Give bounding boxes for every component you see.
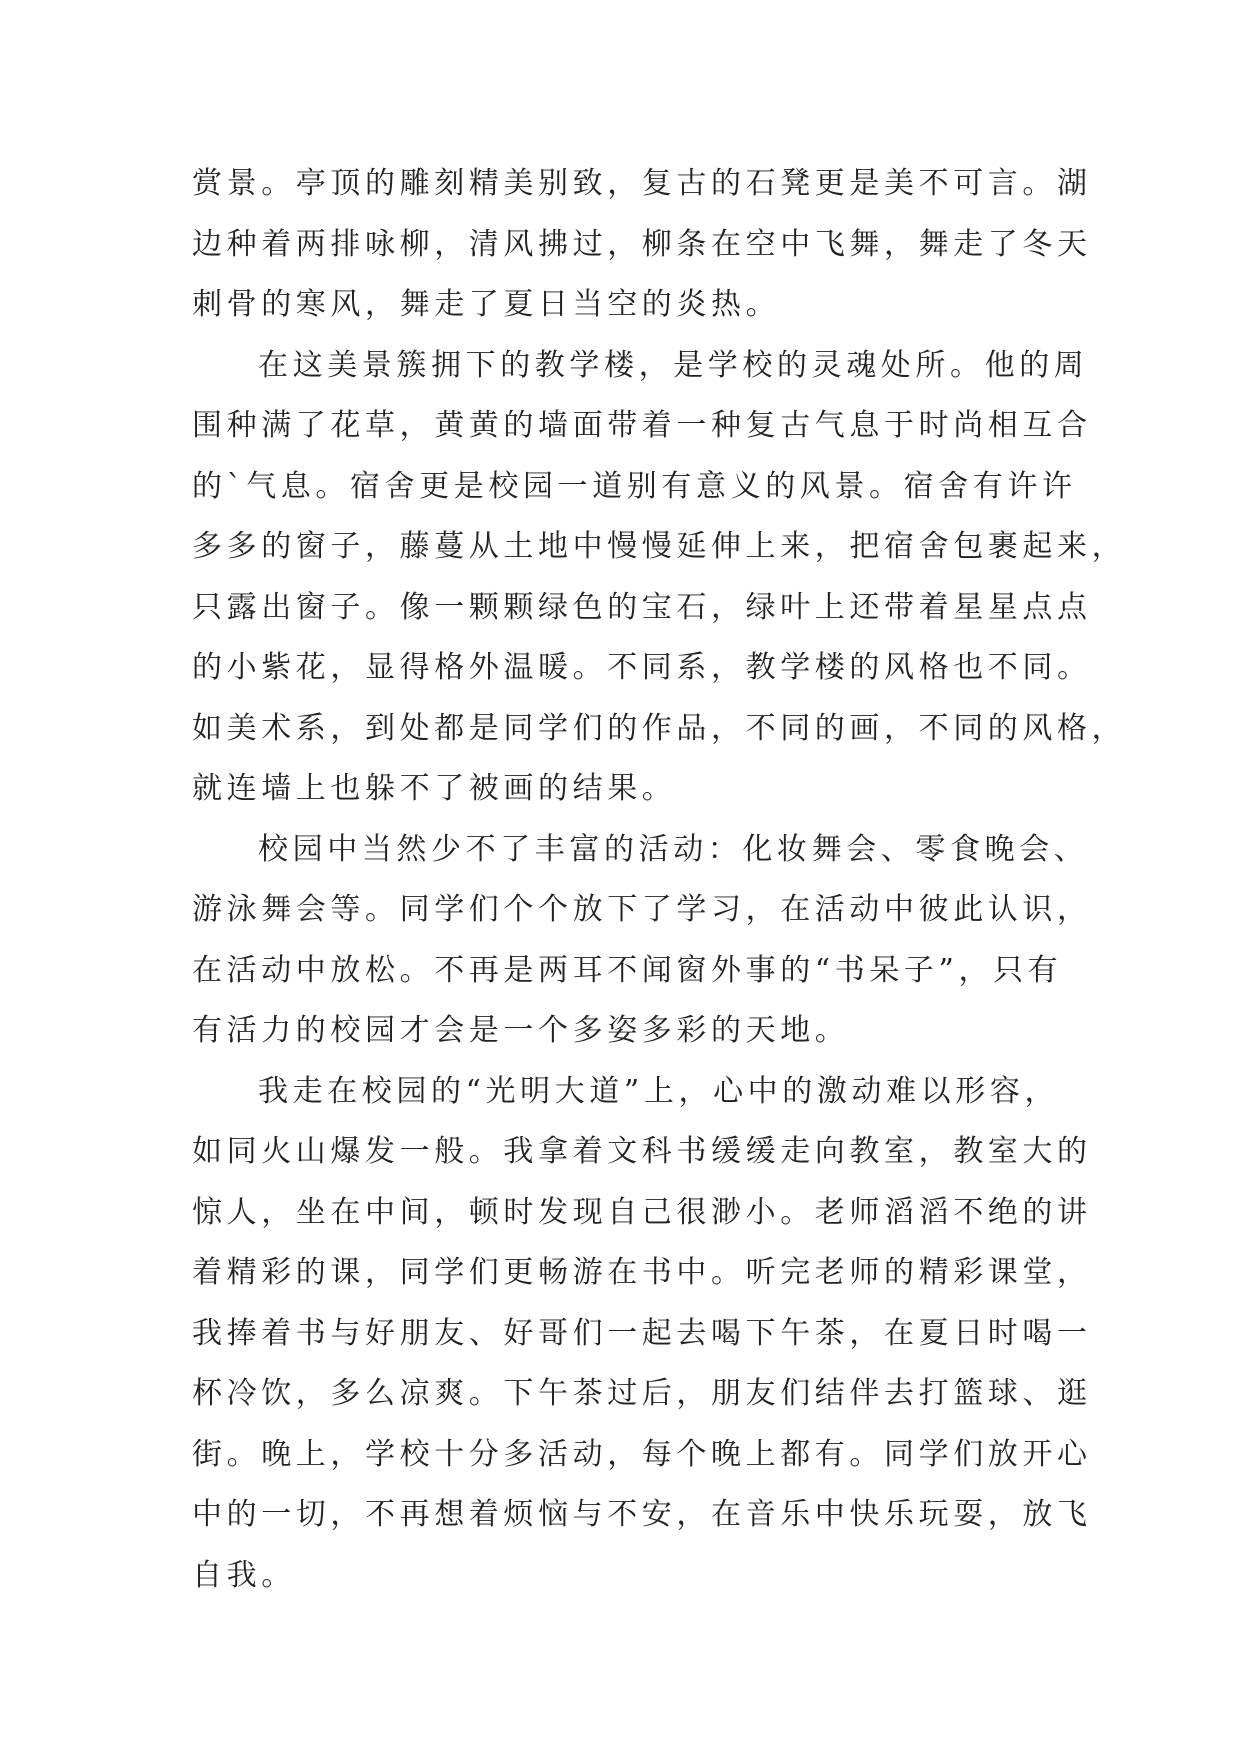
text-line: 多多的窗子，藤蔓从土地中慢慢延伸上来，把宿舍包裹起来，	[192, 529, 1127, 564]
text-line: 赏景。亭顶的雕刻精美别致，复古的石凳更是美不可言。湖	[192, 166, 1092, 201]
paragraph-start-line: 校园中当然少不了丰富的活动：化妆舞会、零食晚会、	[258, 831, 1089, 867]
text-line: 自我。	[192, 1557, 296, 1593]
text-line: 如美术系，到处都是同学们的作品，不同的画，不同的风格，	[192, 710, 1127, 746]
document-body	[192, 154, 1127, 1606]
text-line: 如同火山爆发一般。我拿着文科书缓缓走向教室，教室大的	[192, 1134, 1092, 1169]
text-line: 杯冷饮，多么凉爽。下午茶过后，朋友们结伴去打篮球、逛	[192, 1376, 1092, 1411]
paragraph-start-line: 我走在校园的“光明大道”上，心中的激动难以形容，	[258, 1073, 1060, 1109]
paragraph-start-line: 在这美景簇拥下的教学楼，是学校的灵魂处所。他的周	[258, 347, 1089, 383]
text-line: 边种着两排咏柳，清风拂过，柳条在空中飞舞，舞走了冬天	[192, 226, 1092, 262]
text-line: 我捧着书与好朋友、好哥们一起去喝下午茶，在夏日时喝一	[192, 1315, 1092, 1351]
text-line: 只露出窗子。像一颗颗绿色的宝石，绿叶上还带着星星点点	[192, 589, 1092, 625]
text-line: 的`气息。宿舍更是校园一道别有意义的风景。宿舍有许许	[192, 468, 1077, 504]
text-line: 街。晚上，学校十分多活动，每个晚上都有。同学们放开心	[192, 1436, 1092, 1472]
text-line: 游泳舞会等。同学们个个放下了学习，在活动中彼此认识，	[192, 892, 1092, 927]
text-line: 的小紫花，显得格外温暖。不同系，教学楼的风格也不同。	[192, 650, 1092, 685]
text-line: 围种满了花草，黄黄的墙面带着一种复古气息于时尚相互合	[192, 408, 1092, 443]
text-line: 刺骨的寒风，舞走了夏日当空的炎热。	[192, 287, 781, 322]
text-line: 在活动中放松。不再是两耳不闻窗外事的“书呆子”，只有	[192, 952, 1063, 988]
text-line: 就连墙上也躲不了被画的结果。	[192, 771, 677, 806]
text-line: 惊人，坐在中间，顿时发现自己很渺小。老师滔滔不绝的讲	[192, 1194, 1092, 1230]
text-line: 着精彩的课，同学们更畅游在书中。听完老师的精彩课堂，	[192, 1255, 1092, 1290]
text-line: 有活力的校园才会是一个多姿多彩的天地。	[192, 1013, 850, 1048]
text-line: 中的一切，不再想着烦恼与不安，在音乐中快乐玩耍，放飞	[192, 1497, 1092, 1532]
